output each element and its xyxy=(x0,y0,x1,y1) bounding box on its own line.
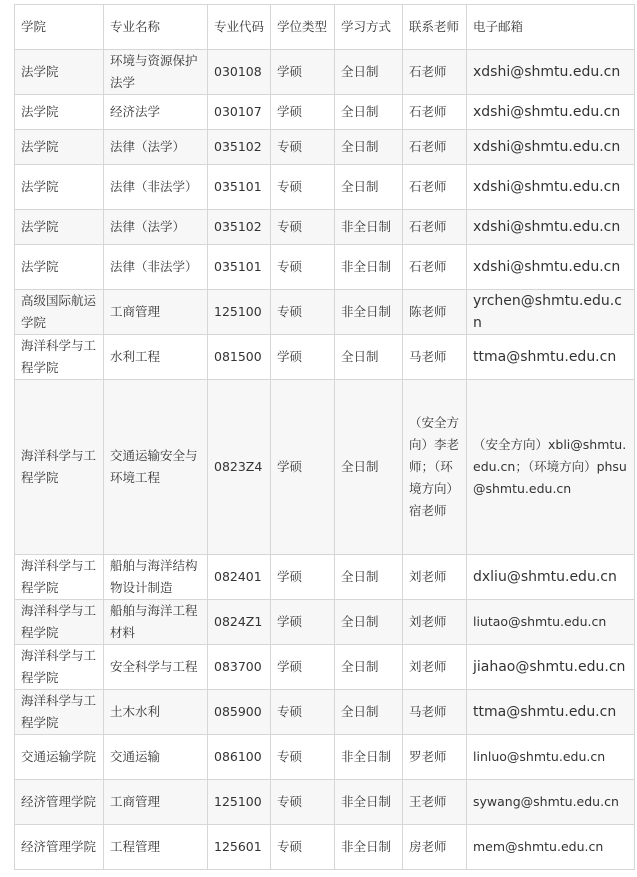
table-row xyxy=(15,380,635,555)
cell-major: 环境与资源保护法学 xyxy=(104,50,208,95)
cell-teacher: 马老师 xyxy=(403,335,467,380)
cell-major: 土木水利 xyxy=(104,690,208,735)
cell-college: 法学院 xyxy=(15,245,104,290)
cell-code: 035101 xyxy=(208,245,271,290)
cell-email: jiahao@shmtu.edu.cn xyxy=(467,645,635,690)
cell-mode: 非全日制 xyxy=(335,210,403,245)
cell-college: 法学院 xyxy=(15,130,104,165)
cell-code: 086100 xyxy=(208,735,271,780)
cell-mode: 全日制 xyxy=(335,165,403,210)
cell-major: 工商管理 xyxy=(104,290,208,335)
cell-teacher: 罗老师 xyxy=(403,735,467,780)
cell-email: ttma@shmtu.edu.cn xyxy=(467,335,635,380)
cell-email: （安全方向）xbli@shmtu.edu.cn；（环境方向）phsu@shmtu.edu.cn xyxy=(467,380,635,555)
cell-college: 海洋科学与工程学院 xyxy=(15,380,104,555)
cell-code: 035102 xyxy=(208,130,271,165)
cell-degree: 学硕 xyxy=(271,600,335,645)
cell-degree: 专硕 xyxy=(271,245,335,290)
cell-code: 085900 xyxy=(208,690,271,735)
table-row xyxy=(15,600,635,645)
cell-teacher: 石老师 xyxy=(403,50,467,95)
cell-degree: 学硕 xyxy=(271,335,335,380)
cell-college: 海洋科学与工程学院 xyxy=(15,555,104,600)
cell-teacher: （安全方向）李老师；（环境方向）宿老师 xyxy=(403,380,467,555)
cell-degree: 专硕 xyxy=(271,690,335,735)
cell-degree: 专硕 xyxy=(271,290,335,335)
cell-email: xdshi@shmtu.edu.cn xyxy=(467,245,635,290)
cell-email: xdshi@shmtu.edu.cn xyxy=(467,95,635,130)
cell-major: 交通运输 xyxy=(104,735,208,780)
cell-code: 125601 xyxy=(208,825,271,870)
cell-degree: 学硕 xyxy=(271,645,335,690)
cell-college: 法学院 xyxy=(15,95,104,130)
cell-email: yrchen@shmtu.edu.cn xyxy=(467,290,635,335)
cell-major: 安全科学与工程 xyxy=(104,645,208,690)
cell-major: 法律（非法学） xyxy=(104,165,208,210)
cell-teacher: 刘老师 xyxy=(403,645,467,690)
cell-code: 030108 xyxy=(208,50,271,95)
header-degree: 学位类型 xyxy=(271,5,335,50)
cell-teacher: 石老师 xyxy=(403,210,467,245)
cell-mode: 全日制 xyxy=(335,600,403,645)
table-row xyxy=(15,645,635,690)
table-row xyxy=(15,210,635,245)
cell-major: 法律（非法学） xyxy=(104,245,208,290)
cell-degree: 专硕 xyxy=(271,130,335,165)
cell-college: 经济管理学院 xyxy=(15,825,104,870)
table-row xyxy=(15,780,635,825)
cell-code: 035101 xyxy=(208,165,271,210)
cell-college: 法学院 xyxy=(15,210,104,245)
header-mode: 学习方式 xyxy=(335,5,403,50)
cell-teacher: 陈老师 xyxy=(403,290,467,335)
cell-mode: 全日制 xyxy=(335,555,403,600)
cell-code: 082401 xyxy=(208,555,271,600)
cell-teacher: 石老师 xyxy=(403,130,467,165)
cell-mode: 非全日制 xyxy=(335,780,403,825)
cell-degree: 专硕 xyxy=(271,735,335,780)
cell-teacher: 马老师 xyxy=(403,690,467,735)
cell-major: 交通运输安全与环境工程 xyxy=(104,380,208,555)
table-header-row xyxy=(15,5,635,50)
cell-mode: 全日制 xyxy=(335,335,403,380)
cell-email: sywang@shmtu.edu.cn xyxy=(467,780,635,825)
cell-mode: 非全日制 xyxy=(335,290,403,335)
cell-college: 海洋科学与工程学院 xyxy=(15,600,104,645)
table-row xyxy=(15,50,635,95)
cell-college: 高级国际航运学院 xyxy=(15,290,104,335)
cell-teacher: 石老师 xyxy=(403,245,467,290)
cell-college: 交通运输学院 xyxy=(15,735,104,780)
header-code: 专业代码 xyxy=(208,5,271,50)
cell-email: liutao@shmtu.edu.cn xyxy=(467,600,635,645)
table-row xyxy=(15,245,635,290)
cell-college: 海洋科学与工程学院 xyxy=(15,690,104,735)
table-row xyxy=(15,825,635,870)
cell-code: 0823Z4 xyxy=(208,380,271,555)
cell-major: 水利工程 xyxy=(104,335,208,380)
cell-mode: 全日制 xyxy=(335,690,403,735)
cell-degree: 学硕 xyxy=(271,50,335,95)
cell-email: xdshi@shmtu.edu.cn xyxy=(467,50,635,95)
cell-degree: 专硕 xyxy=(271,165,335,210)
cell-degree: 学硕 xyxy=(271,555,335,600)
cell-code: 035102 xyxy=(208,210,271,245)
table-row xyxy=(15,555,635,600)
cell-email: dxliu@shmtu.edu.cn xyxy=(467,555,635,600)
cell-email: mem@shmtu.edu.cn xyxy=(467,825,635,870)
cell-mode: 非全日制 xyxy=(335,245,403,290)
cell-major: 法律（法学） xyxy=(104,130,208,165)
cell-email: xdshi@shmtu.edu.cn xyxy=(467,165,635,210)
cell-college: 法学院 xyxy=(15,165,104,210)
cell-mode: 全日制 xyxy=(335,380,403,555)
cell-code: 125100 xyxy=(208,290,271,335)
cell-code: 083700 xyxy=(208,645,271,690)
cell-major: 船舶与海洋结构物设计制造 xyxy=(104,555,208,600)
cell-degree: 学硕 xyxy=(271,95,335,130)
cell-mode: 全日制 xyxy=(335,130,403,165)
cell-degree: 学硕 xyxy=(271,380,335,555)
cell-mode: 全日制 xyxy=(335,645,403,690)
cell-degree: 专硕 xyxy=(271,825,335,870)
cell-major: 经济法学 xyxy=(104,95,208,130)
cell-degree: 专硕 xyxy=(271,210,335,245)
cell-teacher: 刘老师 xyxy=(403,555,467,600)
cell-code: 030107 xyxy=(208,95,271,130)
cell-teacher: 刘老师 xyxy=(403,600,467,645)
cell-teacher: 房老师 xyxy=(403,825,467,870)
table-row xyxy=(15,95,635,130)
header-teacher: 联系老师 xyxy=(403,5,467,50)
cell-degree: 专硕 xyxy=(271,780,335,825)
cell-major: 工商管理 xyxy=(104,780,208,825)
table-row xyxy=(15,130,635,165)
cell-code: 125100 xyxy=(208,780,271,825)
cell-email: xdshi@shmtu.edu.cn xyxy=(467,210,635,245)
cell-teacher: 王老师 xyxy=(403,780,467,825)
table-row xyxy=(15,735,635,780)
cell-code: 081500 xyxy=(208,335,271,380)
cell-mode: 全日制 xyxy=(335,95,403,130)
cell-college: 海洋科学与工程学院 xyxy=(15,645,104,690)
cell-email: linluo@shmtu.edu.cn xyxy=(467,735,635,780)
table-row xyxy=(15,165,635,210)
cell-email: ttma@shmtu.edu.cn xyxy=(467,690,635,735)
table-row xyxy=(15,335,635,380)
cell-mode: 非全日制 xyxy=(335,735,403,780)
table-row xyxy=(15,290,635,335)
cell-college: 法学院 xyxy=(15,50,104,95)
major-contact-table xyxy=(14,4,635,870)
cell-major: 法律（法学） xyxy=(104,210,208,245)
header-email: 电子邮箱 xyxy=(467,5,635,50)
cell-email: xdshi@shmtu.edu.cn xyxy=(467,130,635,165)
cell-college: 海洋科学与工程学院 xyxy=(15,335,104,380)
cell-major: 船舶与海洋工程材料 xyxy=(104,600,208,645)
cell-mode: 全日制 xyxy=(335,50,403,95)
cell-mode: 非全日制 xyxy=(335,825,403,870)
cell-major: 工程管理 xyxy=(104,825,208,870)
table-row xyxy=(15,690,635,735)
header-major: 专业名称 xyxy=(104,5,208,50)
cell-teacher: 石老师 xyxy=(403,95,467,130)
cell-code: 0824Z1 xyxy=(208,600,271,645)
header-college: 学院 xyxy=(15,5,104,50)
cell-college: 经济管理学院 xyxy=(15,780,104,825)
cell-teacher: 石老师 xyxy=(403,165,467,210)
